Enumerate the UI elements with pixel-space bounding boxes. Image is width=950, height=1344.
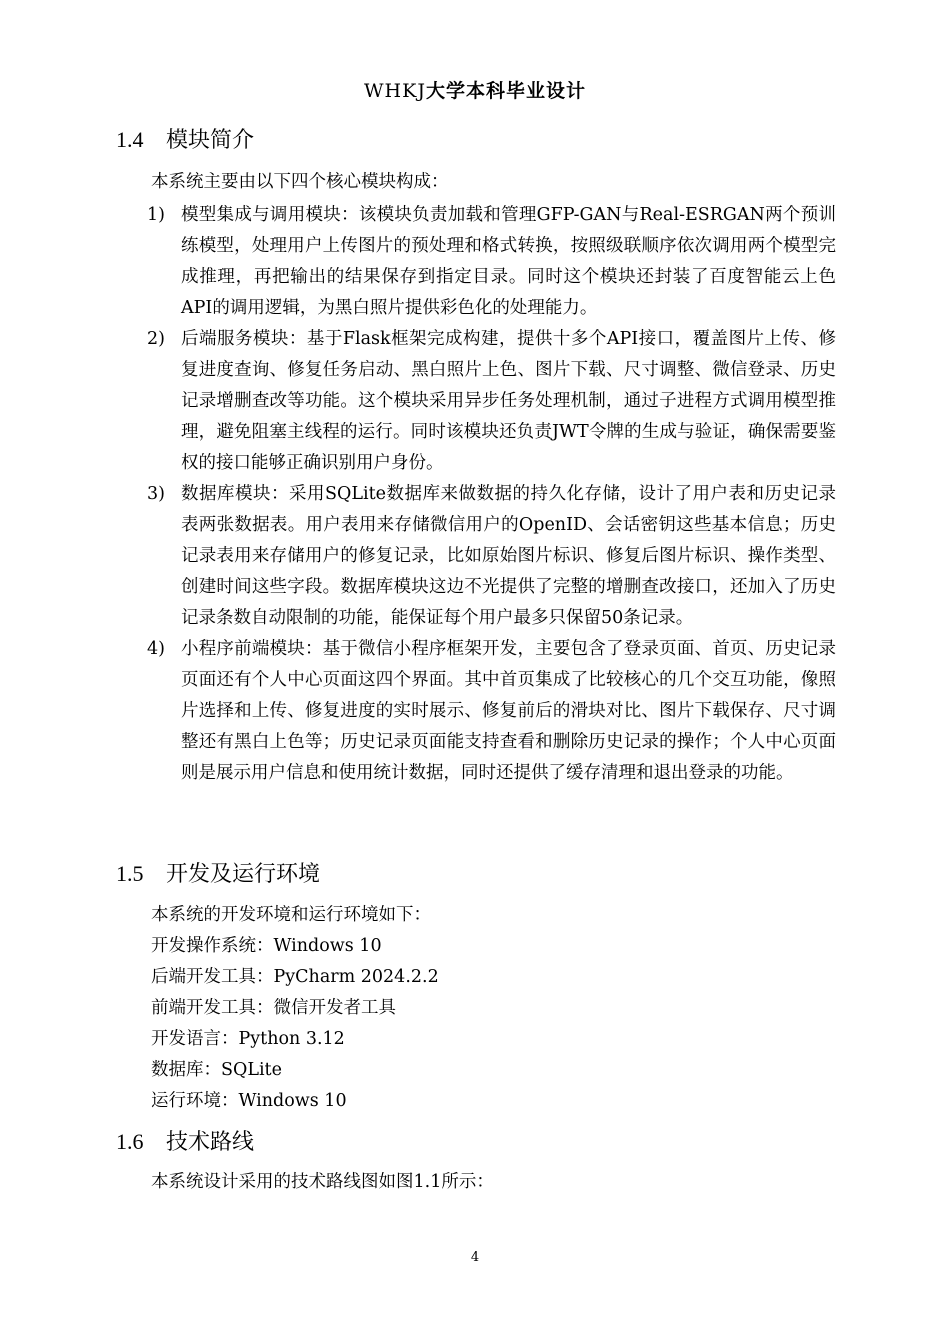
list-item	[147, 200, 847, 324]
section-intro: 本系统设计采用的技术路线图如图1.1所示：	[151, 1172, 494, 1192]
environment-row: 前端开发工具：微信开发者工具	[151, 998, 396, 1018]
environment-intro: 本系统的开发环境和运行环境如下：	[151, 905, 431, 925]
module-list	[147, 200, 847, 789]
list-marker: 1)	[147, 205, 165, 225]
environment-row: 运行环境：Windows 10	[151, 1091, 347, 1111]
section-heading-1-4	[116, 127, 254, 154]
list-marker: 3)	[147, 484, 165, 504]
list-marker: 2)	[147, 329, 165, 349]
list-item	[147, 479, 847, 634]
header-prefix: WHKJ	[364, 80, 426, 102]
list-item	[147, 324, 847, 479]
list-item-text: 数据库模块：采用SQLite数据库来做数据的持久化存储，设计了用户表和历史记录表两张数据表。用户表用来存储微信用户的OpenID、会话密钥这些基本信息；历史记录表用来存储用户的修复记录，比如原始图片标识、修复后图片标识、操作类型、创建时间这些字段。数据库模块这边不光提供了完整的增删查改接口，还加入了历史记录条数自动限制的功能，能保证每个用户最多只保留50条记录。	[181, 484, 836, 628]
environment-list	[151, 900, 439, 1117]
section-heading-1-5	[116, 861, 320, 888]
list-item	[147, 634, 847, 789]
section-heading-1-6	[116, 1129, 254, 1156]
list-item-text: 小程序前端模块：基于微信小程序框架开发，主要包含了登录页面、首页、历史记录页面还有个人中心页面这四个界面。其中首页集成了比较核心的几个交互功能，像照片选择和上传、修复进度的实时展示、修复前后的滑块对比、图片下载保存、尺寸调整还有黑白上色等；历史记录页面能支持查看和删除历史记录的操作；个人中心页面则是展示用户信息和使用统计数据，同时还提供了缓存清理和退出登录的功能。	[181, 639, 836, 783]
environment-row: 开发操作系统：Windows 10	[151, 936, 382, 956]
header-title: 大学本科毕业设计	[425, 80, 586, 102]
section-number: 1.6	[116, 1129, 144, 1154]
environment-row: 开发语言：Python 3.12	[151, 1029, 345, 1049]
page-header	[0, 76, 950, 103]
list-item-text: 后端服务模块：基于Flask框架完成构建，提供十多个API接口，覆盖图片上传、修复进度查询、修复任务启动、黑白照片上色、图片下载、尺寸调整、微信登录、历史记录增删查改等功能。这个模块采用异步任务处理机制，通过子进程方式调用模型推理，避免阻塞主线程的运行。同时该模块还负责JWT令牌的生成与验证，确保需要鉴权的接口能够正确识别用户身份。	[181, 329, 836, 473]
list-marker: 4)	[147, 639, 165, 659]
environment-row: 后端开发工具：PyCharm 2024.2.2	[151, 967, 439, 987]
page-number: 4	[470, 1250, 480, 1265]
environment-row: 数据库：SQLite	[151, 1060, 282, 1080]
section-title: 开发及运行环境	[166, 862, 321, 887]
section-title: 模块简介	[166, 128, 255, 153]
section-title: 技术路线	[166, 1130, 255, 1155]
section-number: 1.5	[116, 861, 144, 886]
section-number: 1.4	[116, 127, 144, 152]
section-intro: 本系统主要由以下四个核心模块构成：	[151, 172, 449, 192]
list-item-text: 模型集成与调用模块：该模块负责加载和管理GFP-GAN与Real-ESRGAN两个预训练模型，处理用户上传图片的预处理和格式转换，按照级联顺序依次调用两个模型完成推理，再把输出的结果保存到指定目录。同时这个模块还封装了百度智能云上色API的调用逻辑，为黑白照片提供彩色化的处理能力。	[181, 205, 836, 318]
